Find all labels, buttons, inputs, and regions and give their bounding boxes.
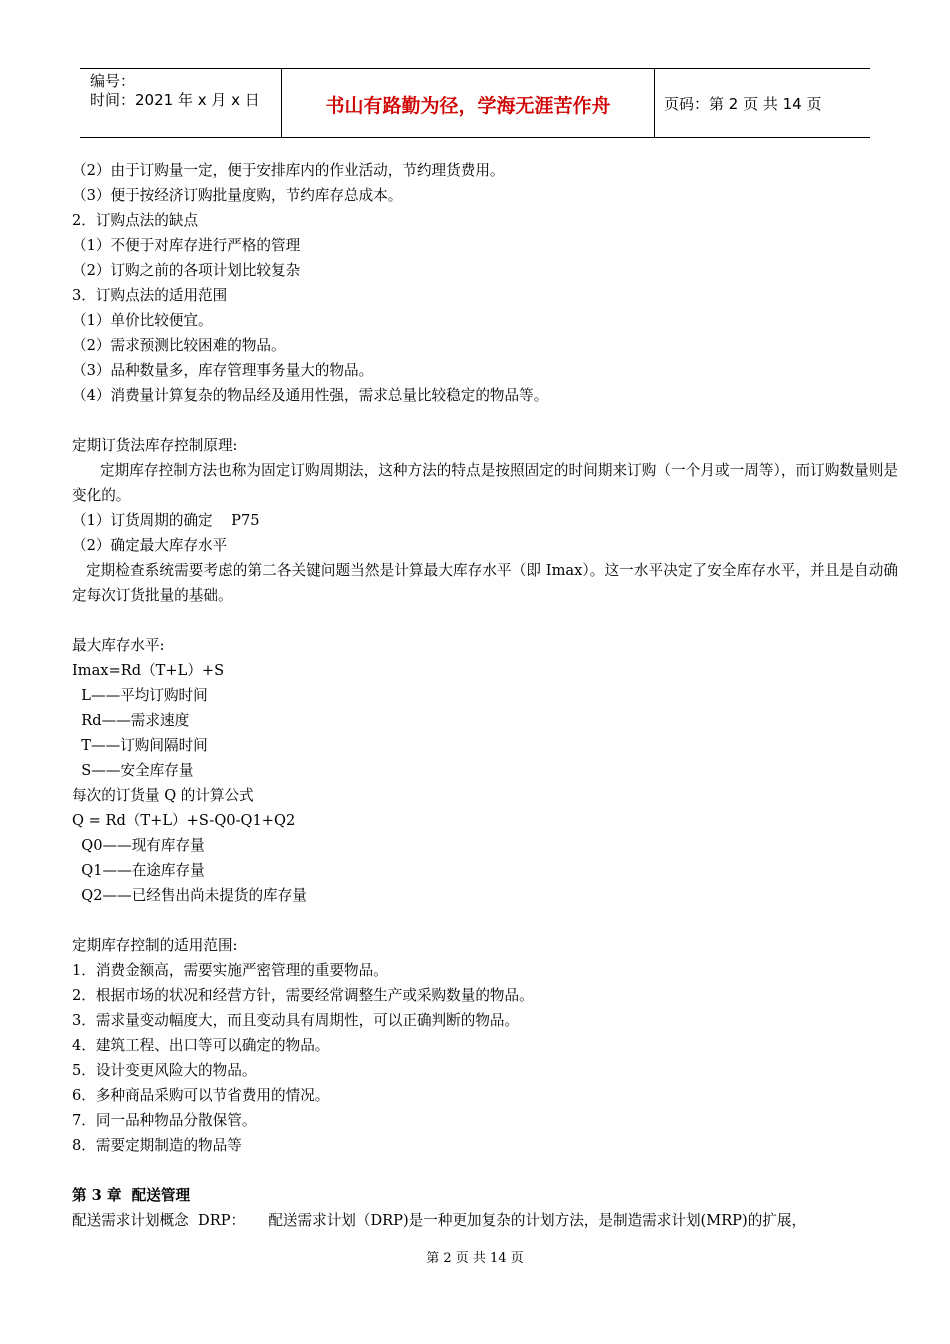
blank-line bbox=[72, 1158, 898, 1183]
formula-term: Q0——现有库存量 bbox=[72, 837, 205, 854]
motto: 书山有路勤为径，学海无涯苦作舟 bbox=[325, 95, 611, 117]
text-line: （2）需求预测比较困难的物品。 bbox=[72, 337, 286, 354]
text-line: 每次的订货量 Q 的计算公式 bbox=[72, 787, 254, 804]
list-item: 6．多种商品采购可以节省费用的情况。 bbox=[72, 1087, 330, 1104]
formula-term: Q1——在途库存量 bbox=[72, 862, 205, 879]
text-line: （1）订货周期的确定 P75 bbox=[72, 512, 260, 529]
text-line: （1）单价比较便宜。 bbox=[72, 312, 213, 329]
text-line: （2）确定最大库存水平 bbox=[72, 537, 228, 554]
text-line: （3）品种数量多，库存管理事务量大的物品。 bbox=[72, 362, 374, 379]
formula-term: T——订购间隔时间 bbox=[72, 737, 208, 754]
list-item: 5．设计变更风险大的物品。 bbox=[72, 1062, 257, 1079]
text-line: （1）不便于对库存进行严格的管理 bbox=[72, 237, 301, 254]
list-item: 7．同一品种物品分散保管。 bbox=[72, 1112, 257, 1129]
paragraph: 定期检查系统需要考虑的第二各关键问题当然是计算最大库存水平（即 Imax）。这一水平决定了安全库存水平，并且是自动确定每次订货批量的基础。 bbox=[72, 562, 898, 604]
formula-term: Q2——已经售出尚未提货的库存量 bbox=[72, 887, 307, 904]
formula: Q = Rd（T+L）+S-Q0-Q1+Q2 bbox=[72, 812, 296, 829]
formula: Imax=Rd（T+L）+S bbox=[72, 662, 225, 679]
list-item: 4．建筑工程、出口等可以确定的物品。 bbox=[72, 1037, 330, 1054]
text-line: 配送需求计划概念 DRP： 配送需求计划（DRP)是一种更加复杂的计划方法，是制造需求计划(MRP)的扩展， bbox=[72, 1212, 807, 1229]
list-item: 3．需求量变动幅度大，而且变动具有周期性，可以正确判断的物品。 bbox=[72, 1012, 520, 1029]
section-heading: 最大库存水平: bbox=[72, 637, 165, 654]
date-label: 时间：2021 年 x 月 x 日 bbox=[90, 91, 260, 109]
paragraph: 定期库存控制方法也称为固定订购周期法，这种方法的特点是按照固定的时间期来订购（一个月或一周等），而订购数量则是变化的。 bbox=[72, 462, 898, 504]
page-info: 页码：第 2 页 共 14 页 bbox=[664, 95, 822, 113]
page-footer: 第 2 页 共 14 页 bbox=[426, 1251, 524, 1266]
formula-term: Rd——需求速度 bbox=[72, 712, 190, 729]
chapter-heading: 第 3 章 配送管理 bbox=[72, 1187, 191, 1204]
text-line: （3）便于按经济订购批量度购，节约库存总成本。 bbox=[72, 187, 403, 204]
text-line: 2．订购点法的缺点 bbox=[72, 212, 199, 229]
list-item: 8．需要定期制造的物品等 bbox=[72, 1137, 242, 1154]
blank-line bbox=[72, 908, 898, 933]
text-line: 3．订购点法的适用范围 bbox=[72, 287, 228, 304]
list-item: 1．消费金额高，需要实施严密管理的重要物品。 bbox=[72, 962, 388, 979]
list-item: 2．根据市场的状况和经营方针，需要经常调整生产或采购数量的物品。 bbox=[72, 987, 534, 1004]
text-line: （2）由于订购量一定，便于安排库内的作业活动，节约理货费用。 bbox=[72, 162, 505, 179]
blank-line bbox=[72, 608, 898, 633]
formula-term: L——平均订购时间 bbox=[72, 687, 208, 704]
blank-line bbox=[72, 408, 898, 433]
section-heading: 定期订货法库存控制原理: bbox=[72, 437, 238, 454]
document-body bbox=[72, 158, 898, 1233]
number-label: 编号： bbox=[90, 72, 136, 90]
section-heading: 定期库存控制的适用范围: bbox=[72, 937, 238, 954]
header-left bbox=[90, 72, 260, 110]
formula-term: S——安全库存量 bbox=[72, 762, 194, 779]
divider bbox=[654, 69, 655, 137]
text-line: （4）消费量计算复杂的物品经及通用性强，需求总量比较稳定的物品等。 bbox=[72, 387, 549, 404]
page-header bbox=[80, 68, 870, 138]
text-line: （2）订购之前的各项计划比较复杂 bbox=[72, 262, 301, 279]
